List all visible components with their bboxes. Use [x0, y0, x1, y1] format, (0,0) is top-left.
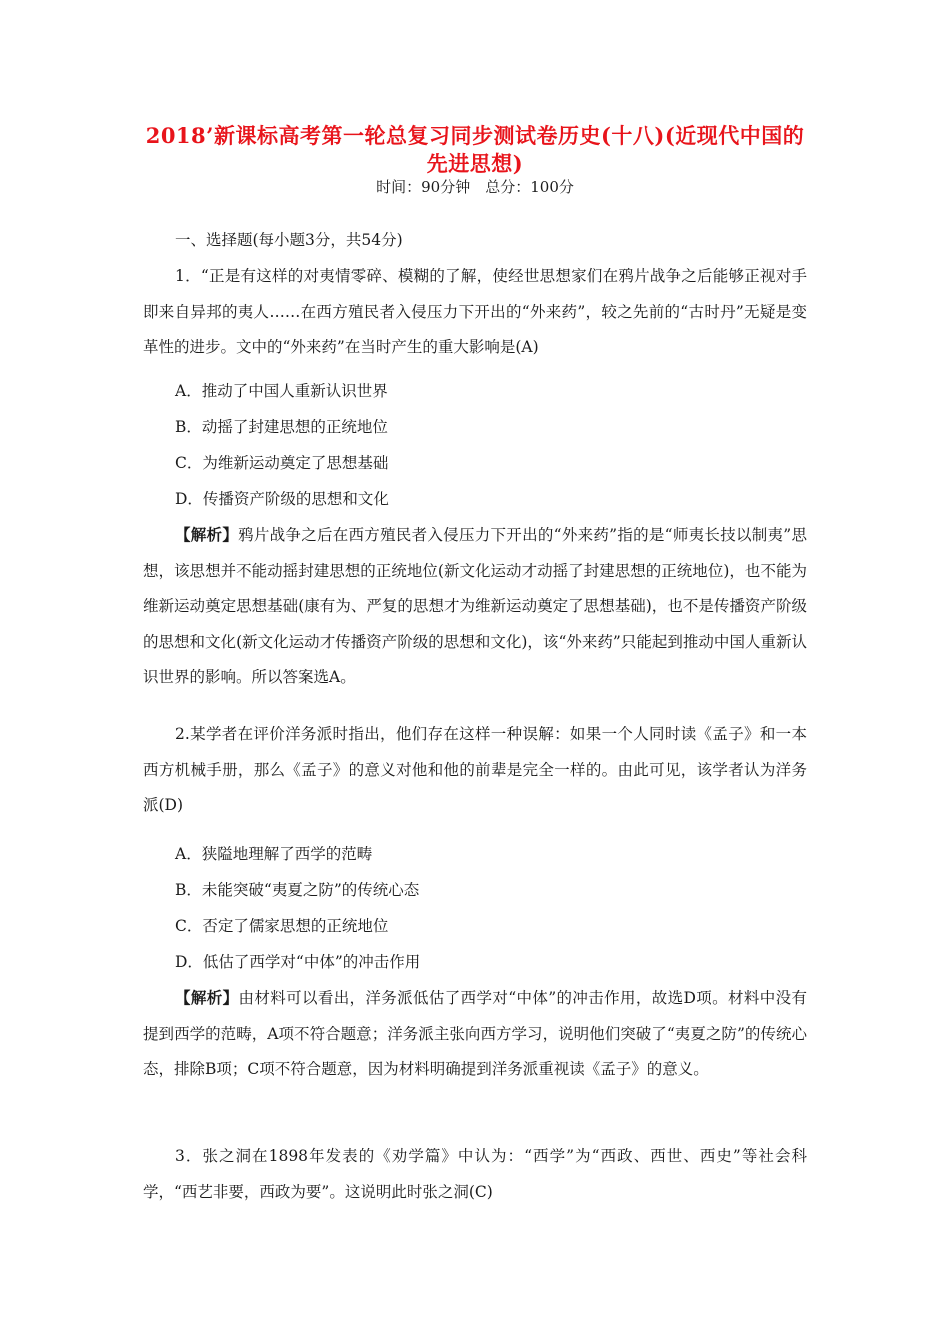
question-2-analysis [143, 980, 807, 1088]
analysis-text: 鸦片战争之后在西方殖民者入侵压力下开出的“外来药”指的是“师夷长技以制夷”思想，该思想并不能动摇封建思想的正统地位(新文化运动才动摇了封建思想的正统地位)，也不能为维新运动奠定思想基础(康有为、严复的思想才为维新运动奠定了思想基础)，也不是传播资产阶级的思想和文化(新文化运动才传播资产阶级的思想和文化)，该“外来药”只能起到推动中国人重新认识世界的影响。所以答案选A。 [143, 526, 807, 686]
analysis-label: 【解析】 [175, 988, 239, 1007]
question-1-option-b: B．动摇了封建思想的正统地位 [175, 418, 388, 436]
question-2-stem: 2.某学者在评价洋务派时指出，他们存在这样一种误解：如果一个人同时读《孟子》和一本西方机械手册，那么《孟子》的意义对他和他的前辈是完全一样的。由此可见，该学者认为洋务派(D) [143, 725, 807, 814]
question-1-option-c: C．为维新运动奠定了思想基础 [175, 454, 389, 472]
question-2-option-d: D．低估了西学对“中体”的冲击作用 [175, 953, 421, 971]
question-2-option-c: C．否定了儒家思想的正统地位 [175, 917, 389, 935]
question-1-option-d: D．传播资产阶级的思想和文化 [175, 490, 389, 508]
question-1-stem: 1．“正是有这样的对夷情零碎、模糊的了解，使经世思想家们在鸦片战争之后能够正视对手即来自异邦的夷人……在西方殖民者入侵压力下开出的“外来药”，较之先前的“古时丹”无疑是变革性的进步。文中的“外来药”在当时产生的重大影响是(A) [143, 267, 807, 356]
analysis-text: 由材料可以看出，洋务派低估了西学对“中体”的冲击作用，故选D项。材料中没有提到西学的范畴，A项不符合题意；洋务派主张向西方学习，说明他们突破了“夷夏之防”的传统心态，排除B项；C项不符合题意，因为材料明确提到洋务派重视读《孟子》的意义。 [143, 989, 807, 1078]
analysis-label: 【解析】 [175, 525, 239, 544]
section-heading: 一、选择题(每小题3分，共54分) [175, 231, 403, 249]
question-1-option-a: A．推动了中国人重新认识世界 [175, 382, 388, 400]
document-title: 2018’新课标高考第一轮总复习同步测试卷历史(十八)(近现代中国的先进思想) [145, 123, 805, 176]
question-3-stem: 3．张之洞在1898年发表的《劝学篇》中认为：“西学”为“西政、西世、西史”等社会科学，“西艺非要，西政为要”。这说明此时张之洞(C) [143, 1147, 807, 1201]
question-1-analysis [143, 517, 807, 696]
question-2-option-a: A．狭隘地理解了西学的范畴 [175, 845, 373, 863]
document-subtitle: 时间：90分钟 总分：100分 [376, 178, 574, 196]
question-2-option-b: B．未能突破“夷夏之防”的传统心态 [175, 881, 420, 899]
